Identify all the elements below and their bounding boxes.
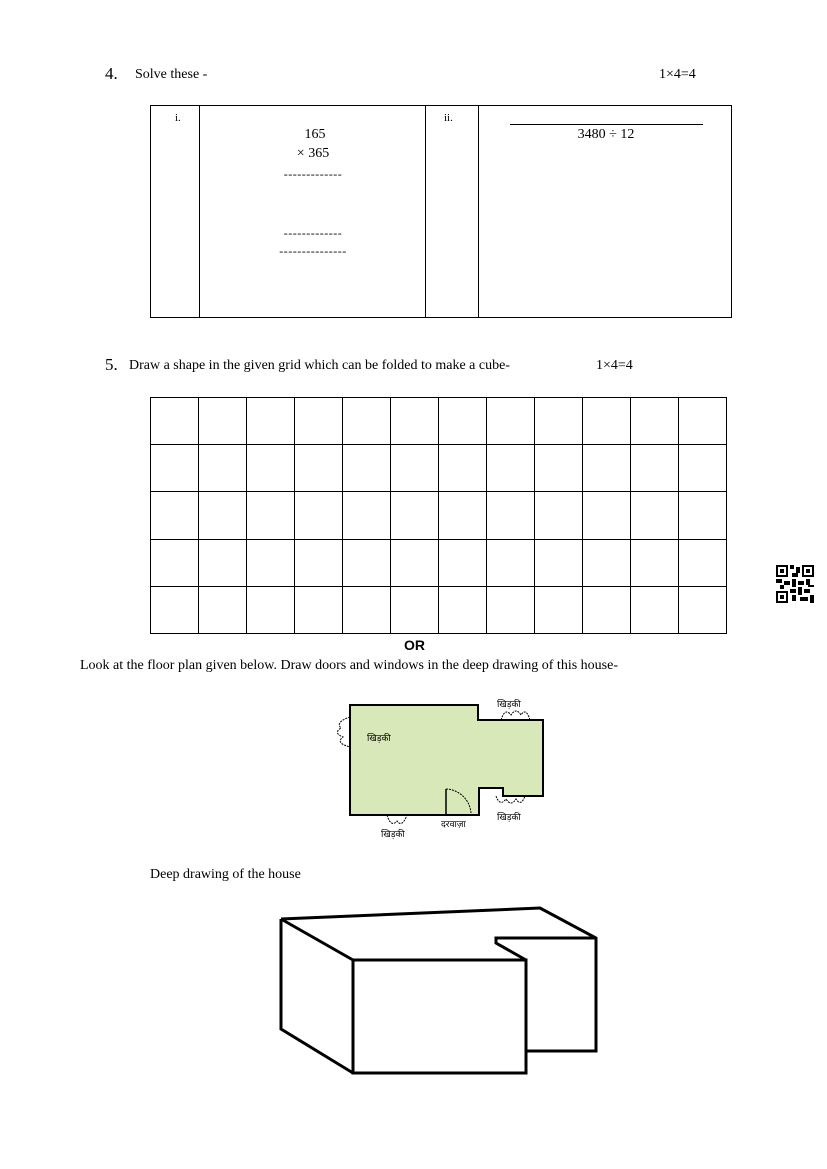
part-ii-label: ii. <box>444 112 453 124</box>
grid-cell[interactable] <box>151 492 199 539</box>
grid-cell[interactable] <box>343 445 391 492</box>
house-left-top-edge <box>281 919 353 960</box>
label-door: दरवाज़ा <box>441 820 466 830</box>
grid-cell[interactable] <box>583 445 631 492</box>
grid-cell[interactable] <box>295 587 343 634</box>
label-window-left: खिड़की <box>367 734 391 744</box>
grid-cell[interactable] <box>151 445 199 492</box>
grid-cell[interactable] <box>295 540 343 587</box>
grid-cell[interactable] <box>151 540 199 587</box>
grid-cell[interactable] <box>679 445 727 492</box>
grid-cell[interactable] <box>199 540 247 587</box>
grid-cell[interactable] <box>535 540 583 587</box>
grid-cell[interactable] <box>631 445 679 492</box>
grid-cell[interactable] <box>439 587 487 634</box>
multiplier: × 365 <box>296 146 330 161</box>
grid-cell[interactable] <box>679 398 727 445</box>
grid-cell[interactable] <box>199 398 247 445</box>
grid-cell[interactable] <box>199 587 247 634</box>
house-left-side <box>281 919 353 1073</box>
q4-marks: 1×4=4 <box>659 67 696 82</box>
grid-cell[interactable] <box>247 398 295 445</box>
label-window-top: खिड़की <box>497 700 521 710</box>
grid-cell[interactable] <box>391 398 439 445</box>
grid-cell[interactable] <box>343 540 391 587</box>
grid-cell[interactable] <box>151 398 199 445</box>
floor-plan <box>325 695 555 845</box>
grid-cell[interactable] <box>343 587 391 634</box>
grid-cell[interactable] <box>391 492 439 539</box>
grid-cell[interactable] <box>535 445 583 492</box>
house-inner-corner <box>496 938 596 960</box>
label-window-bottom-left: खिड़की <box>381 830 405 840</box>
window-top-icon <box>501 711 530 720</box>
window-left-icon <box>337 717 350 747</box>
grid-cell[interactable] <box>487 587 535 634</box>
house-back-outline <box>281 908 596 1051</box>
grid-cell[interactable] <box>535 587 583 634</box>
division-expression: 3480 ÷ 12 <box>577 127 635 142</box>
grid-cell[interactable] <box>487 398 535 445</box>
grid-cell[interactable] <box>343 492 391 539</box>
grid-cell[interactable] <box>391 587 439 634</box>
grid-cell[interactable] <box>631 587 679 634</box>
floor-plan-instruction: Look at the floor plan given below. Draw doors and windows in the deep drawing of this house- <box>80 658 618 673</box>
grid-cell[interactable] <box>535 398 583 445</box>
q5-number: 5. <box>105 355 118 374</box>
grid-cell[interactable] <box>151 587 199 634</box>
window-bottom-left-icon <box>387 815 407 823</box>
window-bottom-right-icon <box>496 796 525 803</box>
label-window-bottom-right: खिड़की <box>497 813 521 823</box>
grid-cell[interactable] <box>391 445 439 492</box>
grid-cell[interactable] <box>439 492 487 539</box>
grid-cell[interactable] <box>583 398 631 445</box>
grid-cell[interactable] <box>631 492 679 539</box>
grid-cell[interactable] <box>679 540 727 587</box>
cube-net-grid[interactable] <box>150 397 727 634</box>
deep-drawing-label: Deep drawing of the house <box>150 867 301 882</box>
qr-code-icon <box>776 565 814 603</box>
grid-cell[interactable] <box>391 540 439 587</box>
table-divider <box>478 106 479 317</box>
grid-cell[interactable] <box>487 492 535 539</box>
grid-cell[interactable] <box>583 492 631 539</box>
grid-cell[interactable] <box>295 398 343 445</box>
grid-cell[interactable] <box>247 492 295 539</box>
grid-cell[interactable] <box>631 540 679 587</box>
grid-cell[interactable] <box>487 540 535 587</box>
grid-cell[interactable] <box>439 540 487 587</box>
grid-cell[interactable] <box>439 398 487 445</box>
grid-cell[interactable] <box>487 445 535 492</box>
dash-line: ------------- <box>283 167 343 181</box>
q5-text: Draw a shape in the given grid which can be folded to make a cube- <box>129 358 510 373</box>
q4-text: Solve these - <box>135 67 208 82</box>
grid-cell[interactable] <box>247 587 295 634</box>
table-divider <box>425 106 426 317</box>
q4-table <box>150 105 732 318</box>
part-i-label: i. <box>175 112 181 124</box>
grid-cell[interactable] <box>679 492 727 539</box>
grid-cell[interactable] <box>439 445 487 492</box>
grid-cell[interactable] <box>535 492 583 539</box>
grid-cell[interactable] <box>583 587 631 634</box>
grid-cell[interactable] <box>247 540 295 587</box>
grid-cell[interactable] <box>583 540 631 587</box>
house-front-face <box>353 960 526 1073</box>
grid-cell[interactable] <box>295 445 343 492</box>
division-bar <box>510 124 703 125</box>
grid-cell[interactable] <box>631 398 679 445</box>
dash-line: --------------- <box>279 244 347 258</box>
grid-cell[interactable] <box>679 587 727 634</box>
dash-line: ------------- <box>283 226 343 240</box>
q4-number: 4. <box>105 64 118 83</box>
grid-cell[interactable] <box>199 445 247 492</box>
or-label: OR <box>404 637 425 653</box>
grid-cell[interactable] <box>343 398 391 445</box>
multiplicand: 165 <box>304 127 326 142</box>
q5-marks: 1×4=4 <box>596 358 633 373</box>
house-deep-drawing <box>270 900 610 1085</box>
grid-cell[interactable] <box>247 445 295 492</box>
grid-cell[interactable] <box>295 492 343 539</box>
grid-cell[interactable] <box>199 492 247 539</box>
table-divider <box>199 106 200 317</box>
